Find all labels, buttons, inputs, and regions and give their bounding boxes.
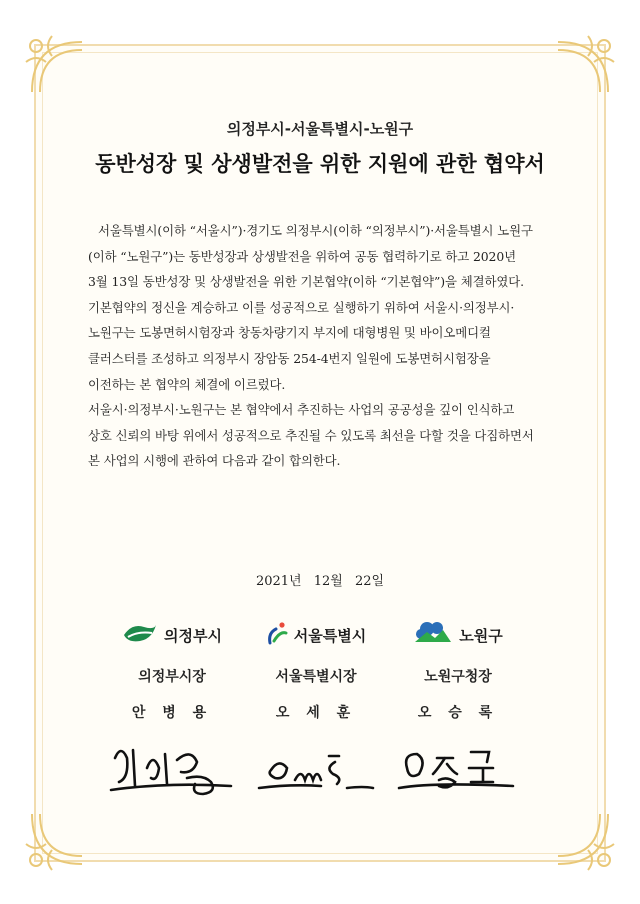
party-logo-text: 노원구 [459, 626, 503, 645]
party-nowon [378, 612, 538, 798]
corner-ornament-icon [548, 804, 618, 874]
party-name: 오 승 록 [417, 705, 499, 721]
agreement-date: 2021년 12월 22일 [255, 574, 385, 589]
body-line: 서울특별시(이하 “서울시”)·경기도 의정부시(이하 “의정부시”)·서울특별시 노원구 [98, 223, 533, 238]
body-line: 이전하는 본 협약의 체결에 이르렀다. [88, 376, 286, 392]
seoul-logo-icon [266, 621, 288, 649]
nowon-logo-icon [413, 620, 453, 650]
corner-ornament-icon [548, 32, 618, 102]
body-line: 기본협약의 정신을 계승하고 이를 성공적으로 실행하기 위하여 서울시·의정부시· [88, 299, 515, 315]
party-logo-text: 의정부시 [164, 626, 222, 645]
party-seoul [236, 612, 396, 798]
party-logo [92, 612, 252, 658]
party-name: 오 세 훈 [275, 705, 357, 721]
party-name: 안 병 용 [131, 705, 213, 721]
body-line: 노원구는 도봉면허시험장과 창동차량기지 부지에 대형병원 및 바이오메디컬 [88, 325, 491, 341]
body-line: 3월 13일 동반성장 및 상생발전을 위한 기본협약(이하 “기본협약”)을 체결하였다. [88, 274, 524, 290]
party-uijeongbu [92, 612, 252, 798]
body-line: 본 사업의 시행에 관하여 다음과 같이 합의한다. [88, 453, 341, 469]
body-line: 클러스터를 조성하고 의정부시 장암동 254-4번지 일원에 도봉면허시험장을 [88, 350, 491, 366]
party-logo [236, 612, 396, 658]
signature-uijeongbu [92, 738, 252, 798]
body-line: 서울시·의정부시·노원구는 본 협약에서 추진하는 사업의 공공성을 깊이 인식하고 [88, 402, 515, 418]
party-logo-text: 서울특별시 [293, 626, 367, 645]
party-logo [378, 612, 538, 658]
signature-seoul [236, 738, 396, 798]
agreement-body [88, 218, 562, 474]
party-role: 서울특별시장 [275, 669, 357, 685]
body-line: 상호 신뢰의 바탕 위에서 성공적으로 추진될 수 있도록 최선을 다할 것을 다짐하면서 [88, 427, 534, 443]
party-role: 노원구청장 [424, 669, 492, 685]
party-role: 의정부시장 [138, 669, 206, 685]
corner-ornament-icon [22, 32, 92, 102]
uijeongbu-logo-icon [122, 621, 158, 649]
body-line: (이하 “노원구”)는 동반성장과 상생발전을 위하여 공동 협력하기로 하고 2020년 [88, 248, 516, 264]
document-title: 동반성장 및 상생발전을 위한 지원에 관한 협약서 [95, 152, 545, 176]
signature-nowon [378, 738, 538, 798]
document-subtitle: 의정부시-서울특별시-노원구 [226, 120, 414, 138]
corner-ornament-icon [22, 804, 92, 874]
